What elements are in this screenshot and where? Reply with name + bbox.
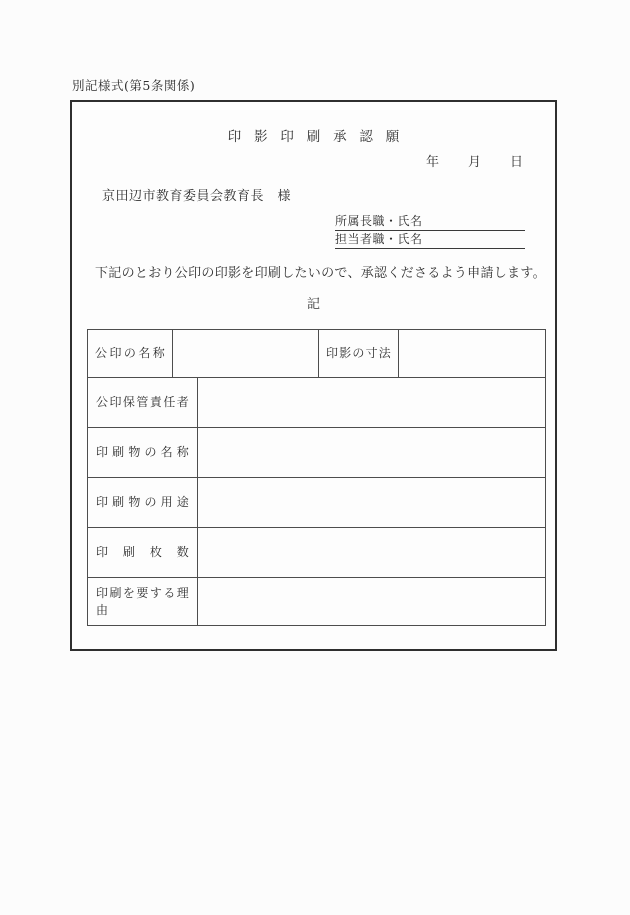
print-reason-cell (198, 578, 546, 626)
table-row (88, 428, 546, 478)
table-row (88, 578, 546, 626)
table-row (88, 330, 546, 378)
seal-name-label: 公印の名称 (88, 330, 173, 378)
impression-size-cell (399, 330, 546, 378)
table-row (88, 378, 546, 428)
application-table (87, 329, 546, 626)
signature-line-supervisor: 所属長職・氏名 (335, 214, 525, 231)
date-placeholder-line: 年 月 日 (425, 155, 524, 170)
seal-name-cell (173, 330, 319, 378)
signature-block (335, 214, 525, 250)
seal-custodian-label: 公印保管責任者 (88, 378, 198, 428)
signature-line-staff: 担当者職・氏名 (335, 232, 525, 249)
addressee-line: 京田辺市教育委員会教育長 様 (102, 189, 292, 204)
request-statement: 下記のとおり公印の印影を印刷したいので、承認くださるよう申請します。 (95, 266, 546, 281)
impression-size-label: 印影の寸法 (319, 330, 399, 378)
print-count-cell (198, 528, 546, 578)
form-frame (70, 100, 557, 651)
print-reason-label: 印刷を要する理由 (88, 578, 198, 626)
form-style-note: 別記様式(第5条関係) (72, 78, 196, 93)
notation-ki: 記 (306, 297, 320, 312)
print-count-label: 印刷枚数 (88, 528, 198, 578)
table-row (88, 478, 546, 528)
table-row (88, 528, 546, 578)
printed-item-name-label: 印刷物の名称 (88, 428, 198, 478)
form-title: 印影印刷承認願 (227, 129, 413, 145)
printed-item-use-label: 印刷物の用途 (88, 478, 198, 528)
printed-item-use-cell (198, 478, 546, 528)
printed-item-name-cell (198, 428, 546, 478)
seal-custodian-cell (198, 378, 546, 428)
